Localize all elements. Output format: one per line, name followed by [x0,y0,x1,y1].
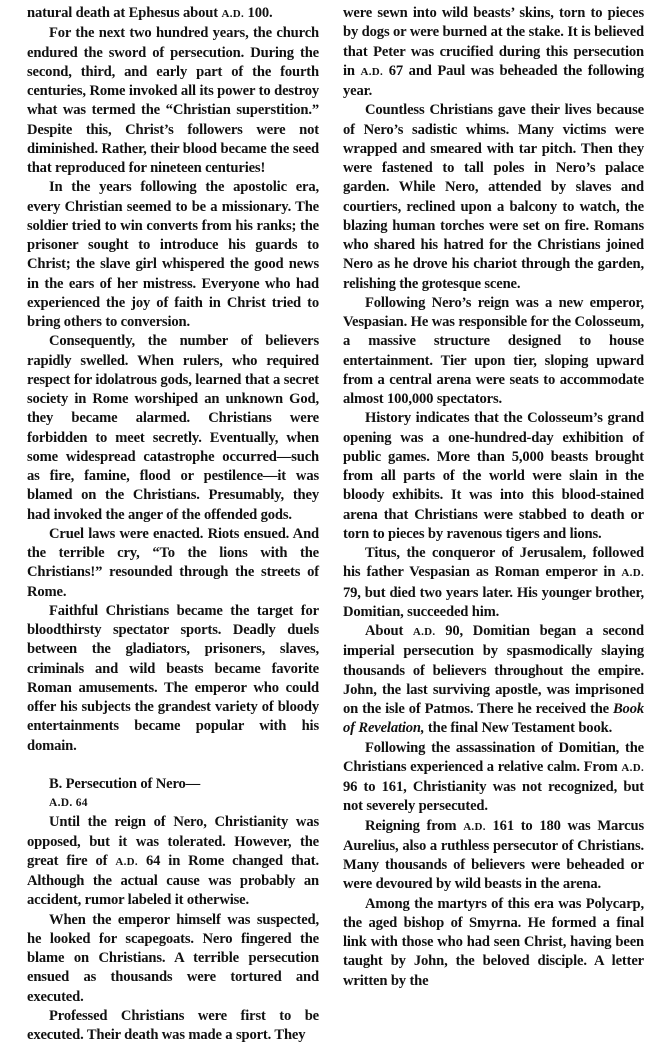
paragraph: Consequently, the number of believers rapidly swelled. When rulers, who required respect for idolatrous gods, learned that a secret society in Rome worshiped an unknown God, they became alarmed. Christians were forbidden to meet secretly. Eventually, when some widespread catastrophe occurred—such as fire, famine, flood or pestilence—it was blamed on the Christians. Presumably, they had invoked the anger of the offended gods. [27,333,319,523]
paragraph: When the emperor himself was suspected, he looked for scapegoats. Nero fingered the blame on Christians. A terrible persecution ensued as thousands were tortured and executed. [27,911,319,1005]
paragraph: Until the reign of Nero, Christianity was opposed, but it was tolerated. However, the great fire of A.D. 64 in Rome changed that. Although the actual cause was probably an accident, rumor labeled it otherwise. [27,814,319,909]
left-column [27,4,319,1045]
paragraph: Following Nero’s reign was a new emperor, Vespasian. He was responsible for the Colosseum, a massive structure designed to house entertainment. Tier upon tier, sloping upward from a central arena were seats to accommodate almost 100,000 spectators. [343,294,644,407]
paragraph: History indicates that the Colosseum’s grand opening was a one-hundred-day exhibition of public games. More than 5,000 beasts brought from all parts of the world were slain in the bloody exhibits. It was into this blood-stained arena that Christians were stabbed to death or torn to pieces by ravenous tigers and lions. [343,410,644,542]
paragraph: For the next two hundred years, the church endured the sword of persecution. During the second, third, and early part of the fourth centuries, Rome invoked all its power to destroy what was termed the “Christian superstition.” Despite this, Christ’s followers were not diminished. Rather, their blood became the seed that reproduced for nineteen centuries! [27,25,319,176]
paragraph: Cruel laws were enacted. Riots ensued. And the terrible cry, “To the lions with the Christians!” resounded through the streets of Rome. [27,525,319,600]
book-title: Book of Revelation, [343,701,644,737]
paragraph: Following the assassination of Domitian, the Christians experienced a relative calm. From A.D. 96 to 161, Christianity was not recognized, but not severely persecuted. [343,739,644,815]
paragraph: Faithful Christians became the target for bloodthirsty spectator sports. Deadly duels between the gladiators, prisoners, slaves, criminals and wild beasts became favorite Roman amusements. The emperor who could offer his subjects the grandest variety of bloody entertainments became popular with his domain. [27,602,319,754]
paragraph: Among the martyrs of this era was Polycarp, the aged bishop of Smyrna. He formed a final link with those who had seen Christ, having been taught by John, the beloved disciple. A letter written by the [343,895,644,989]
paragraph: natural death at Ephesus about A.D. 100. [27,5,273,21]
paragraph: were sewn into wild beasts’ skins, torn to pieces by dogs or were burned at the stake. It is believed that Peter was crucified during this persecution in A.D. 67 and Paul was beheaded the following year. [343,5,644,99]
right-column [343,4,644,991]
paragraph: Titus, the conqueror of Jerusalem, followed his father Vespasian as Roman emperor in A.D. 79, but died two years later. His younger brother, Domitian, succeeded him. [343,545,644,620]
paragraph: In the years following the apostolic era, every Christian seemed to be a missionary. The soldier tried to win converts from his ranks; the prisoner sought to introduce his guards to Christ; the slave girl whispered the good news in the ears of her mistress. Everyone who had experienced the joy of faith in Christ tried to bring others to conversion. [27,179,319,330]
section-heading-date: A.D. 64 [49,797,88,809]
section-heading: B. Persecution of Nero— [49,775,201,792]
paragraph: Reigning from A.D. 161 to 180 was Marcus Aurelius, also a ruthless persecutor of Christians. Many thousands of believers were beheaded or were devoured by wild beasts in the arena. [343,817,644,893]
paragraph: Professed Christians were first to be executed. Their death was made a sport. They [27,1007,319,1043]
paragraph: About A.D. 90, Domitian began a second imperial persecution by spasmodically slaying thousands of believers throughout the empire. John, the last surviving apostle, was imprisoned on the isle of Patmos. There he received the Book of Revelation, the final New Testament book. [343,623,644,737]
paragraph: Countless Christians gave their lives because of Nero’s sadistic whims. Many victims were wrapped and smeared with tar pitch. Then they were fastened to tall poles in Nero’s palace garden. While Nero, attended by slaves and courtiers, reclined upon a balcony to watch, the blazing human torches were set on fire. Romans who shared his hatred for the Christians joined Nero as he drove his chariot through the garden, relishing the grotesque scene. [343,102,644,292]
